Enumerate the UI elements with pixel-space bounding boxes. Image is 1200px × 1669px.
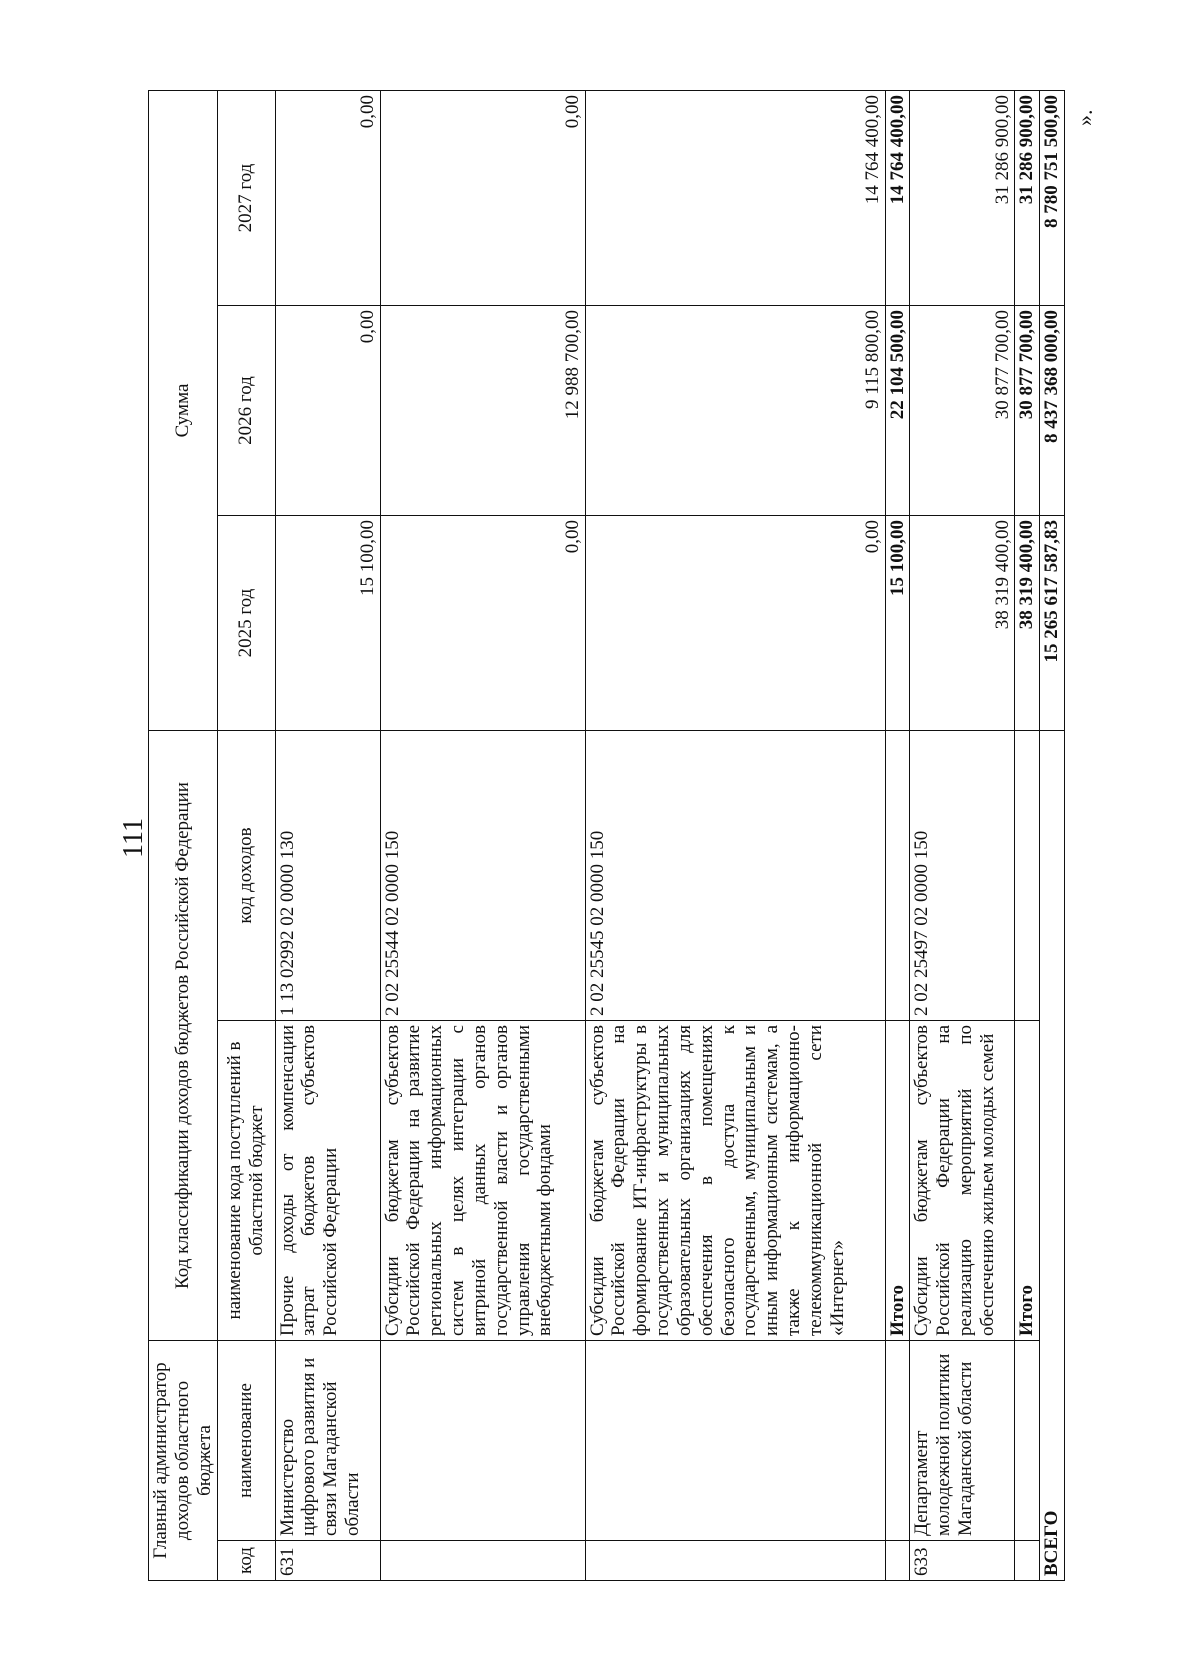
class-name-header: наименование кода поступлений в областной бюджет [217,1021,275,1341]
subtotal-2026: 22 104 500,00 [885,306,910,516]
subtotal-row [885,91,910,1581]
sum-group-header: Сумма [149,91,218,731]
subtotal-2027: 31 286 900,00 [1015,91,1040,306]
table-row [585,91,885,1581]
grand-total-2027: 8 780 751 500,00 [1040,91,1065,306]
admin-code-cell: 631 [275,1541,380,1581]
grand-total-2026: 8 437 368 000,00 [1040,306,1065,516]
subtotal-label: Итого [1015,1021,1040,1341]
value-2027-cell: 14 764 400,00 [585,91,885,306]
page-number: 111 [118,818,149,858]
admin-code-header: код [217,1541,275,1581]
value-2027-cell: 0,00 [275,91,380,306]
admin-code-cell: 633 [910,1541,1015,1581]
subtotal-row [1015,91,1040,1581]
empty-cell [885,731,910,1021]
income-name-cell: Субсидии бюджетам субъектов Российской Федерации на реализацию мероприятий по обеспечению жильем молодых семей [910,1021,1015,1341]
grand-total-row [1040,91,1065,1581]
value-2025-cell: 15 100,00 [275,516,380,731]
value-2026-cell: 12 988 700,00 [380,306,585,516]
income-name-cell: Субсидии бюджетам субъектов Российской Федерации на формирование ИТ-инфраструктуры в государственных и муниципальных образовательных организациях для обеспечения в помещениях безопасного доступа к государственным, муниципальным и иным информационным системам, а также к информационно-телекоммуникационной сети «Интернет» [585,1021,885,1341]
table-row [910,91,1015,1581]
income-code-cell: 2 02 25497 02 0000 150 [910,731,1015,1021]
value-2025-cell: 0,00 [585,516,885,731]
header-row-2 [217,91,275,1581]
class-code-header: код доходов [217,731,275,1021]
subtotal-label: Итого [885,1021,910,1341]
admin-name-header: наименование [217,1341,275,1541]
empty-cell [1015,1541,1040,1581]
value-2026-cell: 0,00 [275,306,380,516]
admin-code-cell [380,1541,585,1581]
header-row-1 [149,91,218,1581]
table-row [275,91,380,1581]
table-row [380,91,585,1581]
year-2025-header: 2025 год [217,516,275,731]
income-name-cell: Прочие доходы от компенсации затрат бюджетов субъектов Российской Федерации [275,1021,380,1341]
empty-cell [885,1541,910,1581]
income-code-cell: 1 13 02992 02 0000 130 [275,731,380,1021]
value-2025-cell: 0,00 [380,516,585,731]
budget-table-rotated [148,91,1097,1581]
budget-table [148,90,1065,1581]
value-2025-cell: 38 319 400,00 [910,516,1015,731]
year-2026-header: 2026 год [217,306,275,516]
year-2027-header: 2027 год [217,91,275,306]
value-2027-cell: 0,00 [380,91,585,306]
subtotal-2027: 14 764 400,00 [885,91,910,306]
subtotal-2025: 15 100,00 [885,516,910,731]
admin-name-cell: Департамент молодежной политики Магаданской области [910,1341,1015,1541]
closing-quote: ». [1072,109,1097,126]
grand-total-label: ВСЕГО [1040,731,1065,1581]
value-2026-cell: 30 877 700,00 [910,306,1015,516]
income-code-cell: 2 02 25545 02 0000 150 [585,731,885,1021]
empty-cell [1015,1341,1040,1541]
subtotal-2025: 38 319 400,00 [1015,516,1040,731]
income-code-cell: 2 02 25544 02 0000 150 [380,731,585,1021]
empty-cell [885,1341,910,1541]
admin-name-cell [380,1341,585,1541]
admin-code-cell [585,1541,885,1581]
admin-name-cell: Министерство цифрового развития и связи Магаданской области [275,1341,380,1541]
grand-total-2025: 15 265 617 587,83 [1040,516,1065,731]
admin-name-cell [585,1341,885,1541]
classification-group-header: Код классификации доходов бюджетов Российской Федерации [149,731,218,1341]
value-2027-cell: 31 286 900,00 [910,91,1015,306]
empty-cell [1015,731,1040,1021]
value-2026-cell: 9 115 800,00 [585,306,885,516]
income-name-cell: Субсидии бюджетам субъектов Российской Федерации на развитие региональных информационных систем в целях интеграции с витриной данных органов государственной власти и органов управления государственными внебюджетными фондами [380,1021,585,1341]
subtotal-2026: 30 877 700,00 [1015,306,1040,516]
admin-group-header: Главный администратор доходов областного бюджета [149,1341,218,1581]
